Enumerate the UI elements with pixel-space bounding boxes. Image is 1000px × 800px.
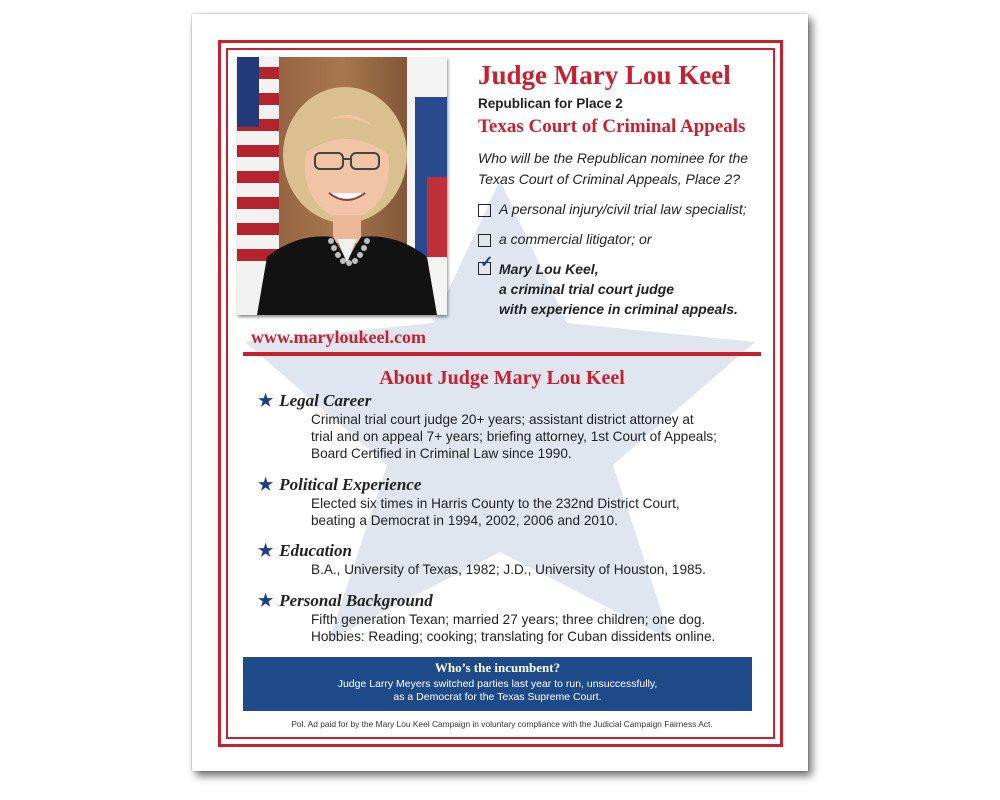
- option-label-line: Mary Lou Keel,: [499, 261, 599, 277]
- section-legal-career: [258, 391, 758, 462]
- option-trial-law-specialist: [478, 201, 747, 217]
- section-heading: Education: [279, 541, 352, 560]
- star-bullet-icon: ★: [258, 391, 274, 410]
- section-heading: Political Experience: [279, 475, 422, 494]
- nominee-question: Who will be the Republican nominee for the Texas Court of Criminal Appeals, Place 2?: [478, 150, 749, 187]
- about-heading: About Judge Mary Lou Keel: [379, 367, 625, 389]
- option-commercial-litigator: [478, 231, 652, 247]
- section-line: beating a Democrat in 1994, 2002, 2006 and 2010.: [311, 513, 618, 528]
- party-place: Republican for Place 2: [478, 96, 623, 111]
- banner-line: Judge Larry Meyers switched parties last year to run, unsuccessfully,: [337, 678, 658, 690]
- banner-line: as a Democrat for the Texas Supreme Court.: [393, 691, 602, 703]
- section-line: B.A., University of Texas, 1982; J.D., University of Houston, 1985.: [311, 562, 706, 577]
- section-political-experience: [258, 475, 758, 529]
- banner-title: Who’s the incumbent?: [434, 660, 561, 675]
- option-mary-lou-keel: [478, 254, 738, 319]
- political-ad-disclaimer: Pol. Ad paid for by the Mary Lou Keel Campaign in voluntary compliance with the Judicial Campaign Fairness Act.: [291, 719, 713, 729]
- section-line: Fifth generation Texan; married 27 years; three children; one dog.: [311, 612, 706, 627]
- section-line: Hobbies: Reading; cooking; translating for Cuban dissidents online.: [311, 629, 716, 644]
- star-bullet-icon: ★: [258, 475, 274, 494]
- option-label: a commercial litigator; or: [499, 231, 652, 247]
- section-heading: Personal Background: [279, 591, 433, 610]
- court-name: Texas Court of Criminal Appeals: [478, 116, 746, 137]
- section-line: Elected six times in Harris County to the 232nd District Court,: [311, 496, 680, 511]
- section-line: trial and on appeal 7+ years; briefing attorney, 1st Court of Appeals;: [311, 429, 717, 444]
- option-label-line: a criminal trial court judge: [499, 281, 675, 297]
- star-bullet-icon: ★: [258, 591, 274, 610]
- empty-checkbox-icon: [478, 204, 491, 217]
- empty-checkbox-icon: [478, 234, 491, 247]
- section-heading: Legal Career: [279, 391, 372, 410]
- section-divider: [243, 352, 761, 356]
- section-line: Criminal trial court judge 20+ years; assistant district attorney at: [311, 412, 694, 427]
- checked-box-icon: ✓: [478, 262, 491, 275]
- section-line: Board Certified in Criminal Law since 1990.: [311, 446, 572, 461]
- section-personal-background: [258, 591, 758, 645]
- judge-portrait-photo: [237, 57, 447, 315]
- star-bullet-icon: ★: [258, 541, 274, 560]
- candidate-name: Judge Mary Lou Keel: [478, 60, 731, 90]
- option-label-line: with experience in criminal appeals.: [499, 301, 738, 317]
- campaign-website: www.maryloukeel.com: [251, 327, 426, 347]
- section-education: [258, 541, 758, 578]
- incumbent-banner: [243, 657, 752, 711]
- option-label: A personal injury/civil trial law specialist;: [499, 201, 747, 217]
